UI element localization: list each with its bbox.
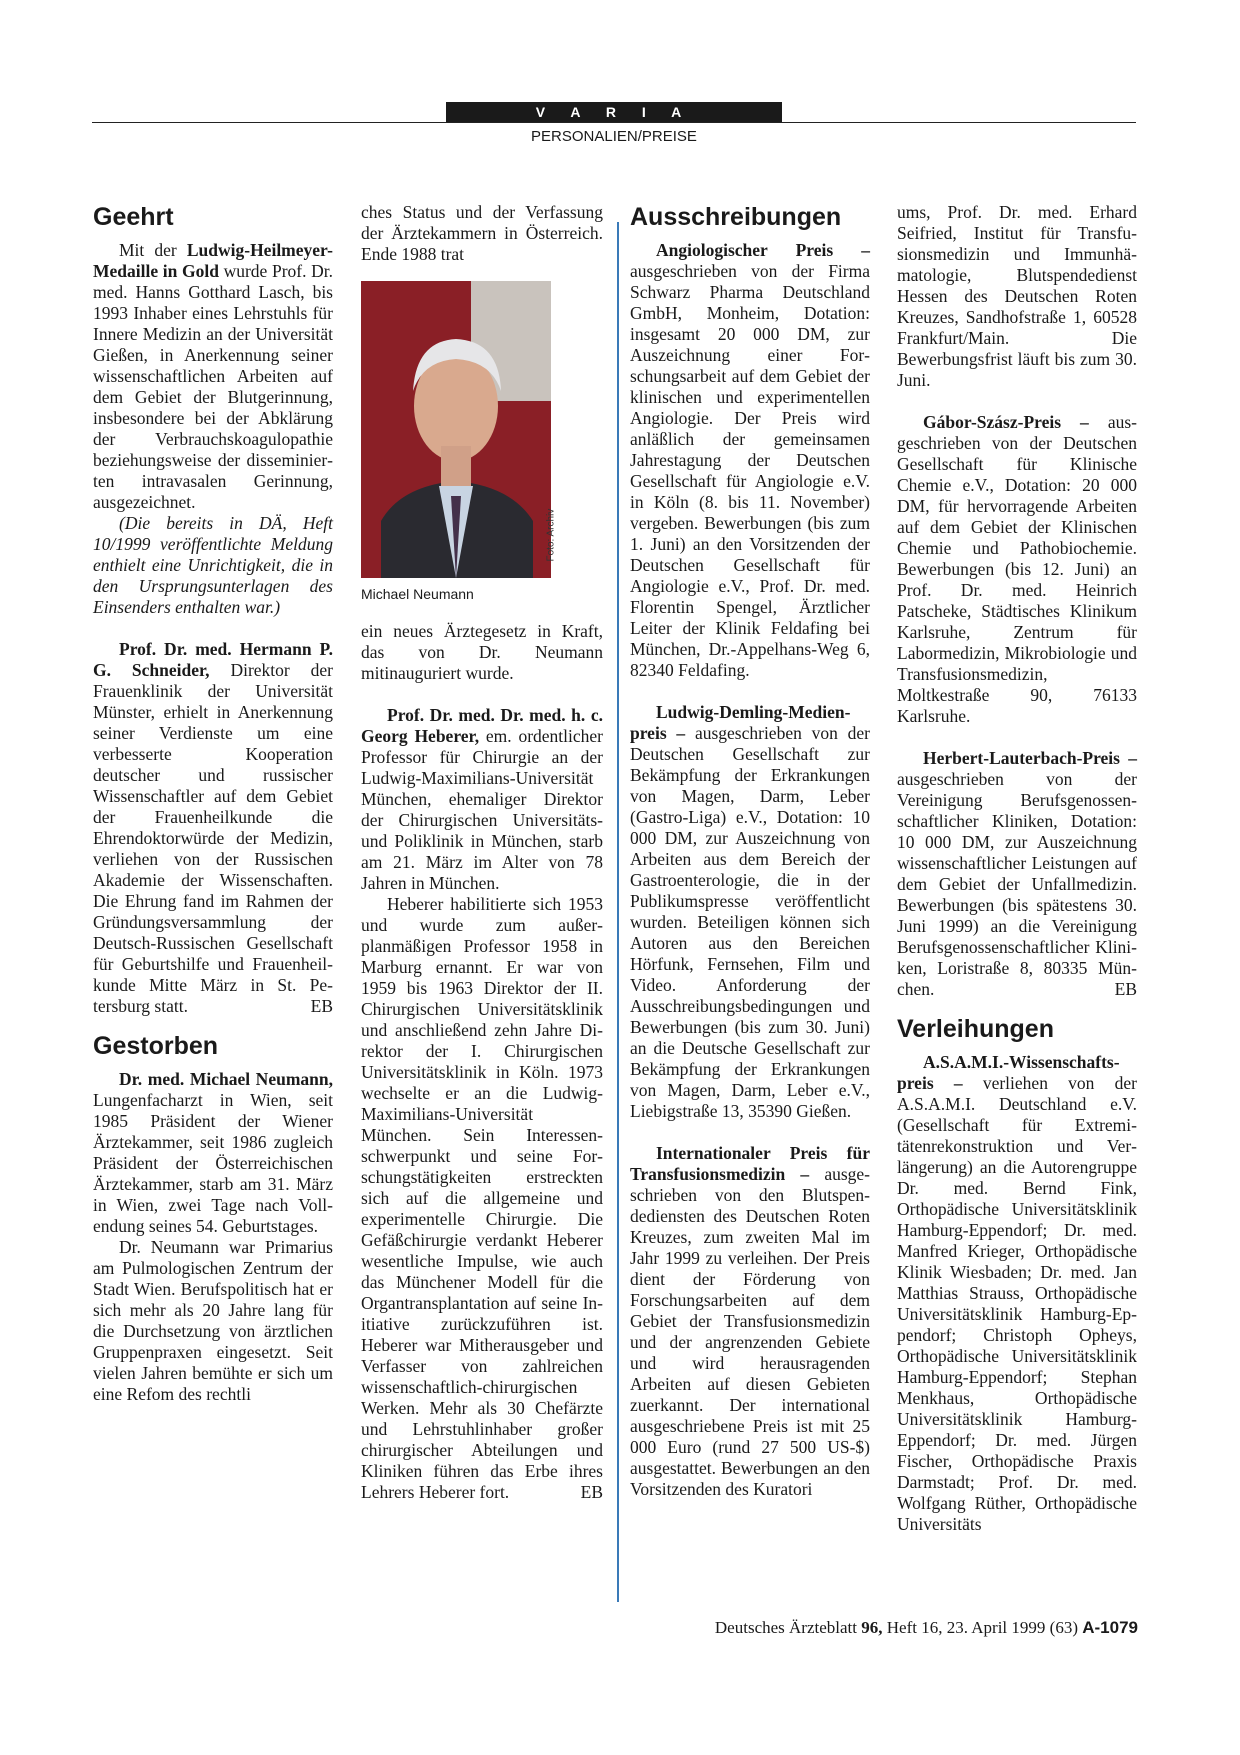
paragraph-gesetz: ein neues Ärztegesetz in Kraft, das von Dr. Neumann mitinauguriert wurde. [361, 621, 603, 683]
journal-name: Deutsches Ärzteblatt [714, 1618, 862, 1637]
text: em. ordentlicher Professor für Chirurgie an der Ludwig-Maximilians-Universität München, ehemaliger Direktor der Chirurgischen Universitäts- und Poliklinik in München, starb am 21. März im Alter von 78 Jahren in München. [361, 726, 603, 893]
text: ausgeschrieben von der Deutschen Gesellschaft für Klinische Chemie e.V., Dotation: 20 000 DM, für hervorragende Arbeiten auf dem Gebiet der Klinischen Chemie und Pathobiochemie. Bewerbungen (bis 12. Juni) an Prof. Dr. med. Heinrich Patscheke, Städtisches Klinikum Karlsruhe, Zentrum für Labormedizin, Mikrobiologie und Transfusionsmedizin, Moltkestraße 90, 76133 Karlsruhe. [897, 412, 1137, 726]
text: ausgeschrieben von der Firma Schwarz Pharma Deutschland GmbH, Monheim, Dotation: insgesamt 20 000 DM, zur Auszeichnung einer Forschungsarbeit auf dem Gebiet der klinischen und experimentellen Angiologie. Der Preis wird anläßlich der gemeinsamen Jahrestagung der Deutschen Gesellschaft für Angiologie e.V. in Köln (8. bis 11. November) vergeben. Bewerbungen (bis zum 1. Juni) an den Vorsitzenden der Deutschen Gesellschaft für Angiologie e.V., Prof. Dr. med. Florentin Spengel, Ärztlicher Leiter der Klinik Feldafing bei München, Dr.-Appelhans-Weg 6, 82340 Feldafing. [630, 261, 870, 680]
text: Mit der [119, 240, 187, 260]
paragraph-angiologischer-preis [630, 240, 870, 681]
section-label: PERSONALIEN/PREISE [531, 128, 697, 145]
paragraph-schneider [93, 639, 333, 1017]
paragraph-neumann [93, 1069, 333, 1237]
paragraph-continued: ches Status und der Verfassung der Ärztekammern in Österreich. Ende 1988 trat [361, 202, 603, 264]
heading-geehrt: Geehrt [93, 203, 174, 231]
header-rule [92, 122, 1136, 123]
paragraph-neumann-2: Dr. Neumann war Primarius am Pulmologischen Zentrum der Stadt Wien. Berufspolitisch hat er sich mehr als 20 Jahre lang für die Durchsetzung von ärztlichen Gruppenpraxen eingesetzt. Seit vielen Jahren bemühte er sich um eine Refom des rechtli [93, 1237, 333, 1404]
column-4 [897, 202, 1137, 1535]
heading-verleihungen: Verleihungen [897, 1015, 1054, 1043]
correction-note [93, 513, 333, 618]
portrait-illustration [361, 281, 551, 578]
prize-name: Angiologischer Preis – [656, 240, 870, 260]
text: ausgeschrieben von den Blutspendediensten des Deutschen Roten Kreuzes, zum zweiten Mal im Jahr 1999 zu verleihen. Der Preis dient der Förderung von Forschungsarbeiten auf dem Gebiet der Transfusionsmedizin und der angrenzenden Gebiete und wird herausragenden Arbeiten auf diesen Gebieten zuerkannt. Der international ausgeschriebene Preis ist mit 25 000 Euro (rund 27 500 US-$) ausgestattet. Bewerbungen an den Vorsitzenden des Kuratori [630, 1164, 870, 1499]
text: wurde Prof. Dr. med. Hanns Gotthard Lasch, bis 1993 Inhaber eines Lehrstuhls für Innere Medizin an der Universität Gießen, in Anerkennung seiner wissenschaftlichen Arbeiten auf dem Gebiet der Blutgerinnung, insbesondere bei der Abklärung der Verbrauchskoagulopathie beziehungsweise der disseminierten intravasalen Gerinnung, ausgezeichnet. [93, 261, 333, 512]
paragraph-heberer [361, 705, 603, 894]
author-sign: EB [580, 1482, 603, 1502]
paragraph-continued: ums, Prof. Dr. med. Erhard Seifried, Institut für Transfusionsmedizin und Immunhämatologie, Blutspendedienst Hessen des Deutschen Roten Kreuzes, Sandhofstraße 1, 60528 Frankfurt/Main. Die Bewerbungsfrist läuft bis zum 30. Juni. [897, 202, 1137, 390]
prize-name: A.S.A.M.I.-Wissenschaftspreis – [897, 1052, 1120, 1093]
italic-note: (Die bereits in DÄ, Heft 10/1999 veröffentlichte Meldung enthielt eine Unrichtigkeit, die in den Ursprungsunterlagen des Einsenders enthalten war.) [93, 513, 333, 617]
column-divider [617, 222, 619, 1602]
prize-name: Gábor-Szász-Preis – [923, 412, 1089, 432]
paragraph-szasz-preis [897, 412, 1137, 727]
volume: 96, [861, 1618, 883, 1637]
person-name: Prof. Dr. med. Hermann P. G. Schneider, [93, 639, 333, 680]
paragraph-lauterbach-preis [897, 748, 1137, 1000]
author-sign: EB [1114, 979, 1137, 999]
heading-gestorben: Gestorben [93, 1032, 219, 1060]
photo-credit: Foto: Archiv [545, 508, 557, 562]
paragraph-heberer-2 [361, 894, 603, 1503]
heading-ausschreibungen: Ausschreibungen [630, 203, 842, 231]
column-1 [93, 202, 333, 1405]
text: Direktor der Frauenklinik der Universität Münster, erhielt in Anerkennung seiner Verdienste um eine verbesserte Kooperation deutscher und russischer Wissenschaftler auf dem Gebiet der Frauenheilkunde die Ehrendoktorwürde der Medizin, verliehen von der Russischen Akademie der Wissenschaften. Die Ehrung fand im Rahmen der Gründungsversammlung der Deutsch-Russischen Gesellschaft für Geburtshilfe und Frauenheilkunde Mitte März in St. Petersburg statt. [93, 660, 333, 1016]
page-footer [620, 1618, 1138, 1638]
person-name: Prof. Dr. med. Dr. med. h. c. Georg Heberer, [361, 705, 603, 746]
award-name: Ludwig-Heilmeyer-Medaille in Gold [93, 240, 333, 281]
person-name: Dr. med. Michael Neumann, [119, 1069, 333, 1089]
paragraph-lasch [93, 240, 333, 513]
photo-caption: Michael Neumann [361, 586, 474, 602]
column-3 [630, 202, 870, 1500]
text: ausgeschrieben von der Vereinigung Berufsgenossenschaftlicher Kliniken, Dotation: 10 000 DM, zur Auszeichnung wissenschaftlicher Leistungen auf dem Gebiet der Unfallmedizin. Bewerbungen (bis spätestens 30. Juni 1999) an die Vereinigung Berufsgenossenschaftlicher Kliniken, Loristraße 8, 80335 München. [897, 769, 1137, 999]
text: ausgeschrieben von der Deutschen Gesellschaft zur Bekämpfung der Erkrankungen von Magen, Darm, Leber (Gastro-Liga) e.V., Dotation: 10 000 DM, zur Auszeichnung von Arbeiten aus dem Bereich der Gastroenterologie, die in der Publikumspresse veröffentlicht wurden. Beteiligen können sich Autoren aus den Bereichen Hörfunk, Fernsehen, Film und Video. Anforderung der Ausschreibungsbedingungen und Bewerbungen (bis zum 30. Juni) an die Deutsche Gesellschaft zur Bekämpfung der Erkrankungen von Magen, Darm, Leber e.V., Liebigstraße 13, 35390 Gießen. [630, 723, 870, 1121]
text: Lungenfacharzt in Wien, seit 1985 Präsident der Wiener Ärztekammer, seit 1986 zugleich Präsident der Österreichischen Ärztekammer, starb am 31. März in Wien, zwei Tage nach Vollendung seines 54. Geburtstages. [93, 1090, 333, 1236]
page-number: A-1079 [1082, 1618, 1138, 1637]
prize-name: Herbert-Lauterbach-Preis – [923, 748, 1137, 768]
column-2 [361, 202, 603, 1503]
prize-name: Ludwig-Demling-Medienpreis – [630, 702, 851, 743]
issue-info: Heft 16, 23. April 1999 (63) [882, 1618, 1083, 1637]
paragraph-transfusion-preis [630, 1143, 870, 1500]
portrait-photo [361, 281, 557, 578]
paragraph-asami-preis [897, 1052, 1137, 1535]
prize-name: Internationaler Preis für Transfusionsmedizin – [630, 1143, 870, 1184]
author-sign: EB [310, 996, 333, 1016]
text: verliehen von der A.S.A.M.I. Deutschland e.V. (Gesellschaft für Extremitätenrekonstruktion und Verlängerung) an die Autorengruppe Dr. med. Bernd Fink, Orthopädische Universitätsklinik Hamburg-Eppendorf; Dr. med. Manfred Krieger, Orthopädische Klinik Wiesbaden; Dr. med. Jan Matthias Strauss, Orthopädische Universitätsklinik Hamburg-Eppendorf; Christoph Opheys, Orthopädische Universitätsklinik Hamburg-Eppendorf; Stephan Menkhaus, Orthopädische Universitätsklinik Hamburg-Eppendorf; Dr. med. Jürgen Fischer, Orthopädische Praxis Darmstadt; Prof. Dr. med. Wolfgang Rüther, Orthopädische Universitäts [897, 1073, 1137, 1534]
text: Heberer habilitierte sich 1953 und wurde zum außerplanmäßigen Professor 1958 in Marburg ernannt. Er war von 1959 bis 1963 Direktor der II. Chirurgischen Universitätsklinik und anschließend zehn Jahre Direktor der I. Chirurgischen Universitätsklinik in Köln. 1973 wechselte er an die Ludwig-Maximilians-Universität München. Sein Interessenschwerpunkt und seine Forschungstätigkeiten erstreckten sich auf die allgemeine und experimentelle Chirurgie. Die Gefäßchirurgie verdankt Heberer wesentliche Impulse, wie auch das Münchener Modell für die Organtransplantation auf seine Initiative zurückzuführen ist. Heberer war Mitherausgeber und Verfasser von zahlreichen wissenschaftlich-chirurgischen Werken. Mehr als 30 Chefärzte und Lehrstuhlinhaber großer chirurgischer Abteilungen und Kliniken führen das Erbe ihres Lehrers Heberer fort. [361, 894, 603, 1502]
section-band: V A R I A [446, 102, 782, 123]
paragraph-demling-preis [630, 702, 870, 1122]
